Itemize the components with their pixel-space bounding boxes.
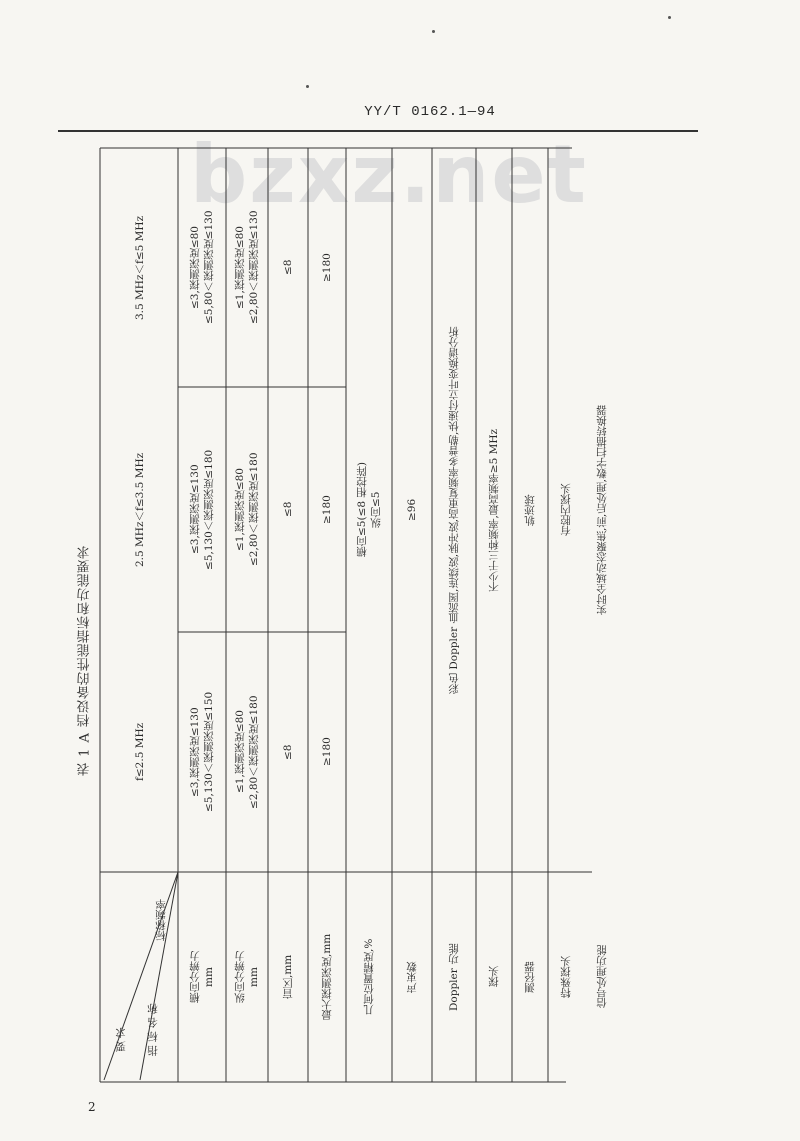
table-cell-merged: 彩色 Doppler 血流图,连续波,脉冲波,高重复频率多普勒,快速付立叶变换谱分析 [448, 326, 460, 694]
table-cell: ≤3,探测深度≤80 ≤5,80＜探测深度≤130 [189, 210, 215, 325]
page-number: 2 [88, 1100, 96, 1114]
table-cell-merged: 横向≤5(≤8 相控阵) 纵向≤5 [356, 462, 382, 558]
watermark: bzxz.net [190, 128, 588, 221]
table-cell: ≤8 [282, 744, 294, 760]
corner-label-indicator: 指 标 名 称 [147, 1004, 159, 1057]
table-cell: ≥180 [321, 737, 333, 767]
table-cell: ≤1,探测深度≤80 ≤2,80＜探测深度≤130 [234, 210, 260, 325]
table-cell: ≥180 [321, 253, 333, 282]
table-cell-merged: 不少于三种频率,最高频率≥5 MHz [488, 428, 500, 592]
row-name: 横向分辨力 mm [189, 950, 215, 1004]
table-cell: ≤8 [282, 259, 294, 276]
table-cell-merged: ≥96 [406, 498, 418, 522]
freq-header: 2.5 MHz＜f≤3.5 MHz [134, 452, 146, 567]
row-name: 信号处理功能 [596, 945, 608, 1009]
row-name: 探头 [488, 966, 500, 988]
table-cell: ≤1,探测深度≤80 ≤2,80＜探测深度≤180 [234, 452, 260, 567]
table-cell: ≤3,探测深度≤130 ≤5,130＜探测深度≤180 [189, 449, 215, 570]
row-name: 盲区,mm [282, 954, 294, 1000]
row-name: 几何位置精度,% [363, 938, 375, 1016]
table-cell: ≤1,探测深度≤80 ≤2,80＜探测深度≤180 [234, 695, 260, 809]
row-name: 纵向分辨力 mm [234, 950, 260, 1004]
table-title: 表 1 A 档设备的性能指标和功能要求 [77, 544, 93, 776]
row-name: 声束数 [406, 961, 418, 993]
table-cell: ≤3,探测深度≤130 ≤5,130＜探测深度≤150 [189, 691, 215, 813]
freq-header: f≤2.5 MHz [134, 722, 146, 782]
table-cell-merged: 实时全域动态聚焦,前,后处理,数字扫描转换器 [596, 405, 608, 615]
table-cell-merged: 有腔内探头 [560, 483, 572, 537]
row-name: 特殊探头 [560, 956, 572, 998]
table-cell: ≥180 [321, 495, 333, 524]
freq-header: 3.5 MHz＜f≤5 MHz [134, 215, 146, 320]
row-name: Doppler 功能 [448, 943, 460, 1011]
corner-label-requirement: 要 求 [115, 1027, 127, 1053]
row-name: 测径器 [524, 961, 536, 993]
row-name: 最大探测深度,mm [321, 933, 333, 1021]
table-cell: ≤8 [282, 501, 294, 518]
corner-label-frequency: 标称频率 [155, 899, 167, 941]
standard-number: YY/T 0162.1—94 [364, 104, 496, 120]
table-cell-merged: 轨迹球 [524, 494, 536, 526]
